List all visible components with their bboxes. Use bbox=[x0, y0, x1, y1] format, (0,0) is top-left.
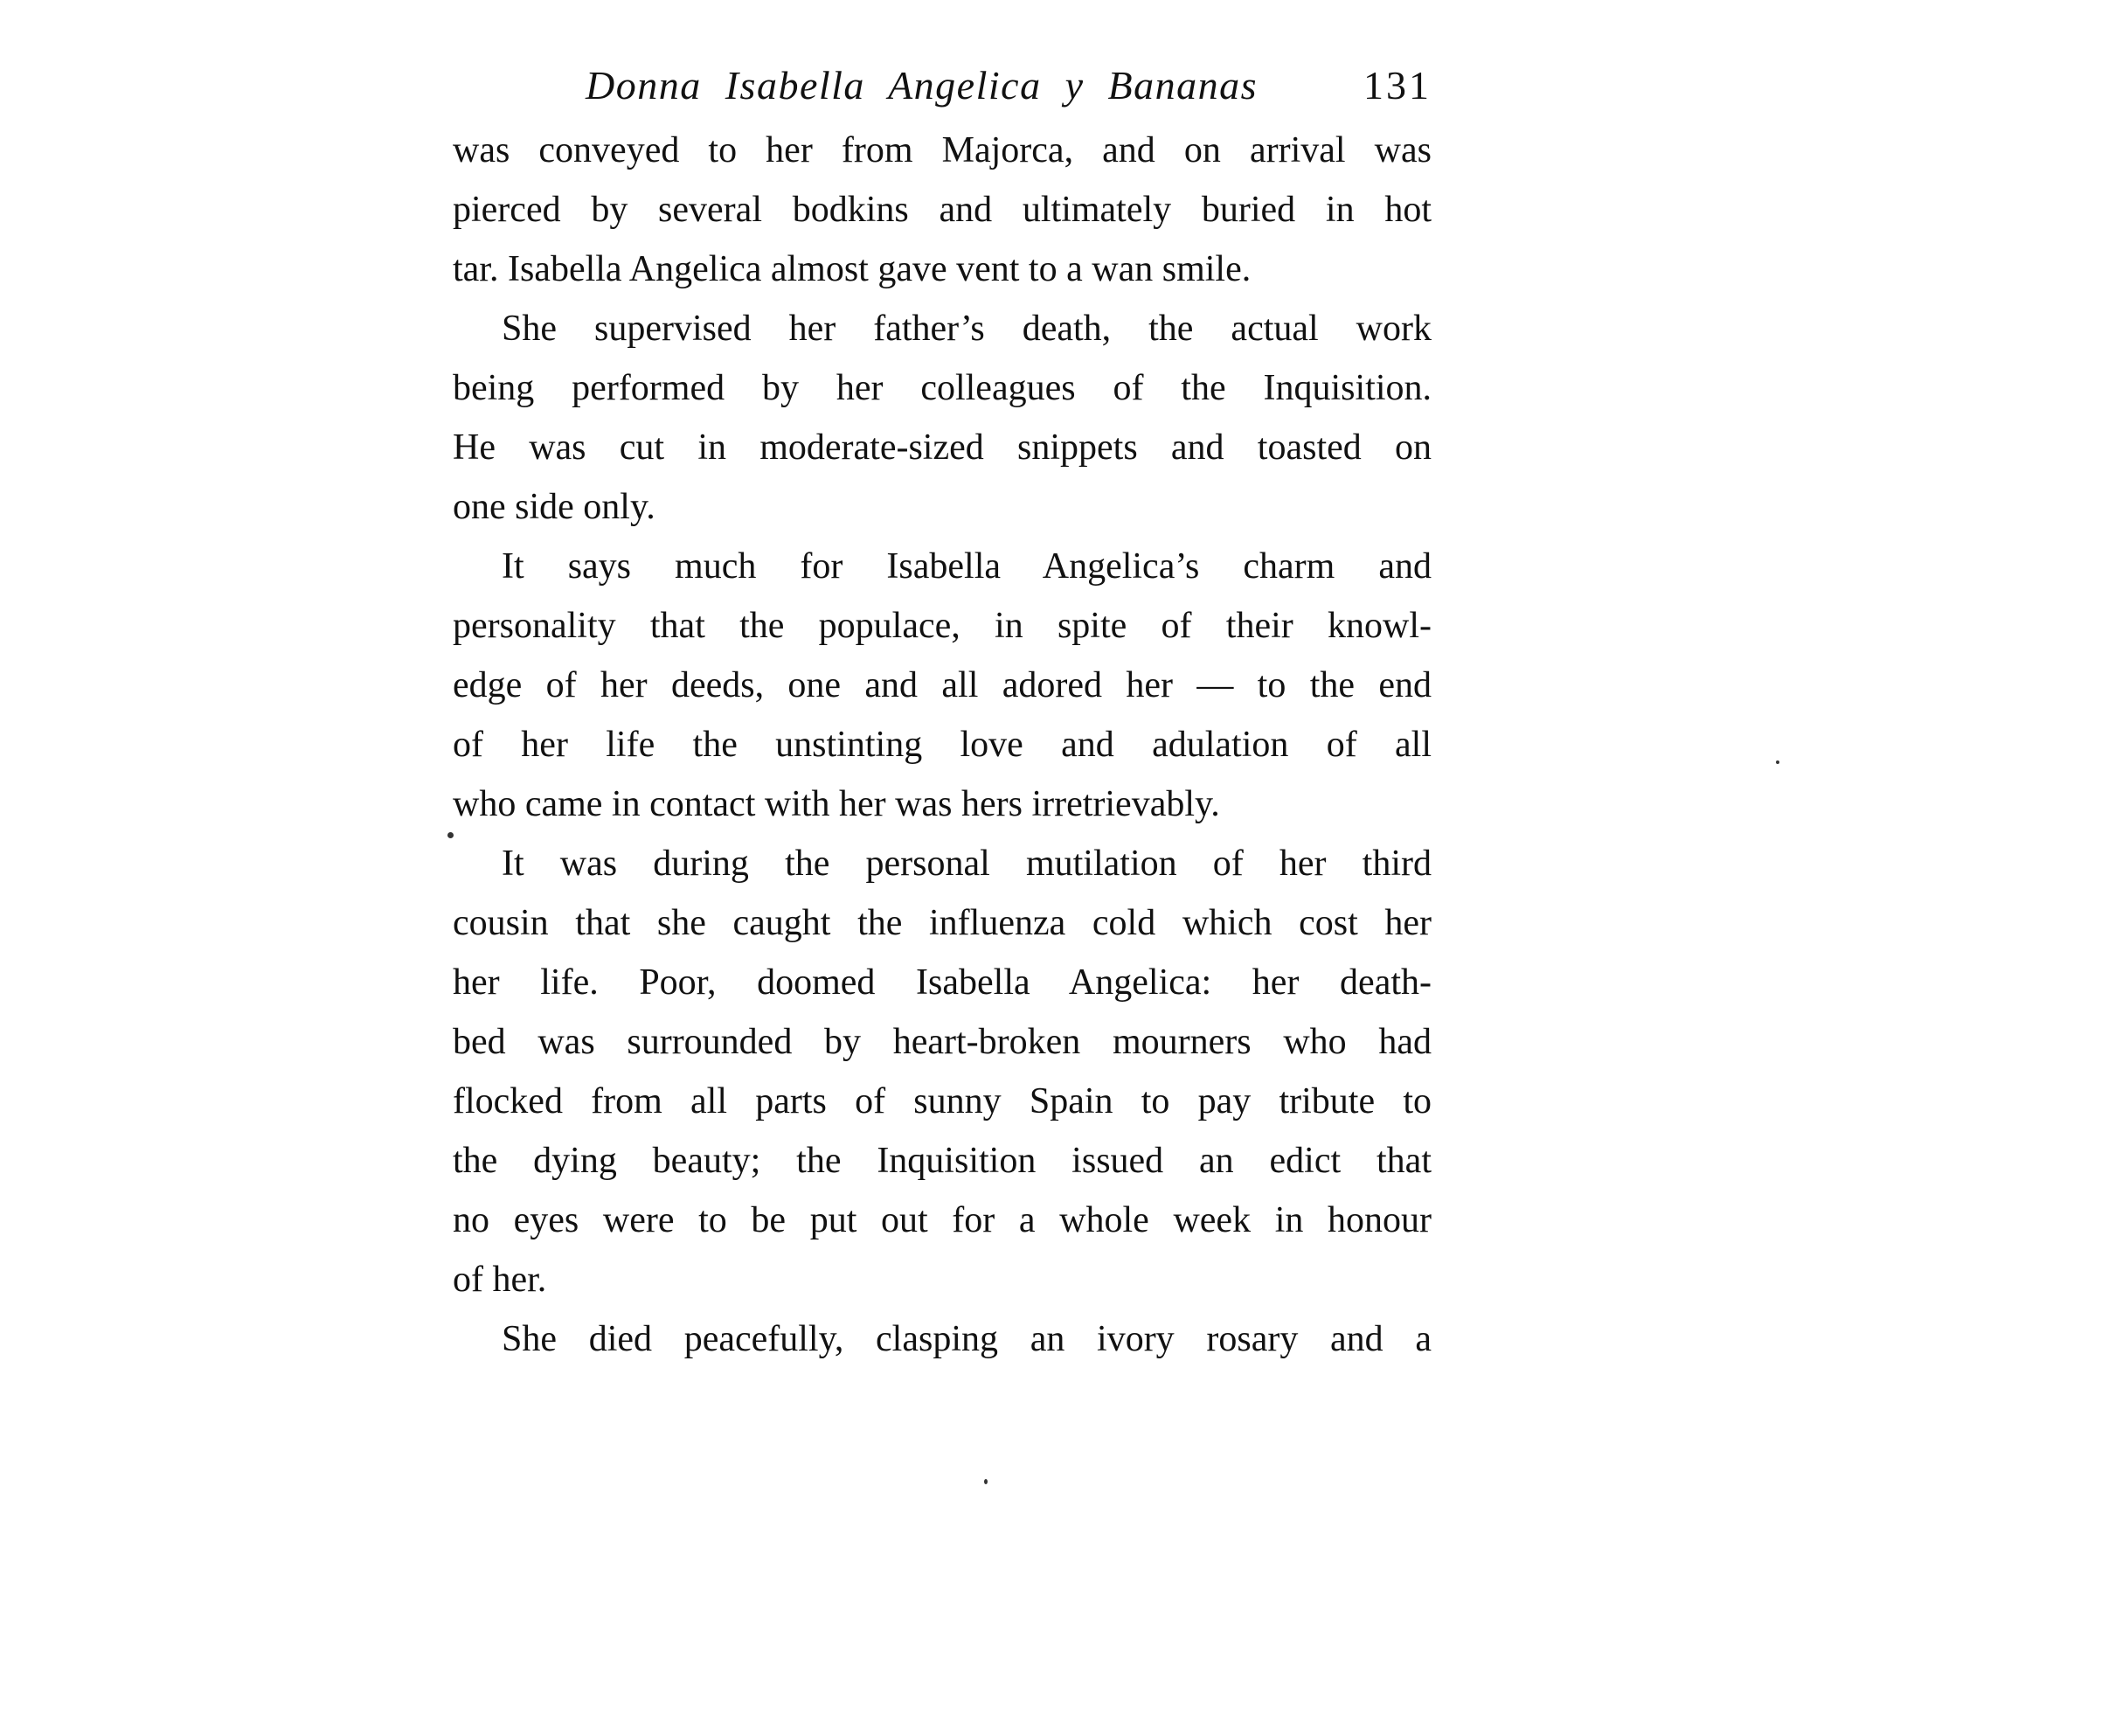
text-line: tar. Isabella Angelica almost gave vent to a wan smile. bbox=[453, 249, 1252, 289]
text-line: the dying beauty; the Inquisition issued an edict that bbox=[453, 1141, 1432, 1181]
text-line: no eyes were to be put out for a whole week in honour bbox=[453, 1200, 1432, 1240]
paragraph-3 bbox=[453, 537, 1432, 834]
scan-speck bbox=[984, 1479, 988, 1484]
running-head bbox=[453, 51, 1432, 121]
paragraph-4 bbox=[453, 834, 1432, 1309]
text-line: cousin that she caught the influenza cold which cost her bbox=[453, 903, 1432, 943]
text-line: pierced by several bodkins and ultimately buried in hot bbox=[453, 190, 1432, 230]
running-title: Donna Isabella Angelica y Bananas bbox=[586, 63, 1258, 108]
text-line: personality that the populace, in spite of their knowl- bbox=[453, 606, 1432, 646]
text-line: who came in contact with her was hers irretrievably. bbox=[453, 784, 1220, 824]
text-line: It says much for Isabella Angelica’s charm and bbox=[502, 546, 1432, 587]
text-line: of her life the unstinting love and adulation of all bbox=[453, 725, 1432, 765]
paragraph-2 bbox=[453, 299, 1432, 537]
scan-speck bbox=[1776, 760, 1779, 764]
text-line: She supervised her father’s death, the actual work bbox=[502, 309, 1432, 349]
text-line: one side only. bbox=[453, 487, 655, 527]
text-line: She died peacefully, clasping an ivory rosary and a bbox=[502, 1319, 1432, 1359]
text-line: He was cut in moderate-sized snippets and toasted on bbox=[453, 427, 1432, 468]
paragraph-5 bbox=[453, 1309, 1432, 1369]
text-line: being performed by her colleagues of the Inquisition. bbox=[453, 368, 1432, 408]
text-line: flocked from all parts of sunny Spain to pay tribute to bbox=[453, 1081, 1432, 1121]
page-number: 131 bbox=[1363, 63, 1432, 108]
scan-speck bbox=[447, 832, 454, 838]
text-line: bed was surrounded by heart-broken mourners who had bbox=[453, 1022, 1432, 1062]
text-line: was conveyed to her from Majorca, and on arrival was bbox=[453, 130, 1432, 170]
paragraph-1 bbox=[453, 121, 1432, 299]
text-line: of her. bbox=[453, 1260, 547, 1300]
text-line: It was during the personal mutilation of her third bbox=[502, 844, 1432, 884]
text-line: her life. Poor, doomed Isabella Angelica: her death- bbox=[453, 962, 1432, 1003]
body-text bbox=[453, 121, 1432, 1369]
text-line: edge of her deeds, one and all adored her — to the end bbox=[453, 665, 1432, 705]
